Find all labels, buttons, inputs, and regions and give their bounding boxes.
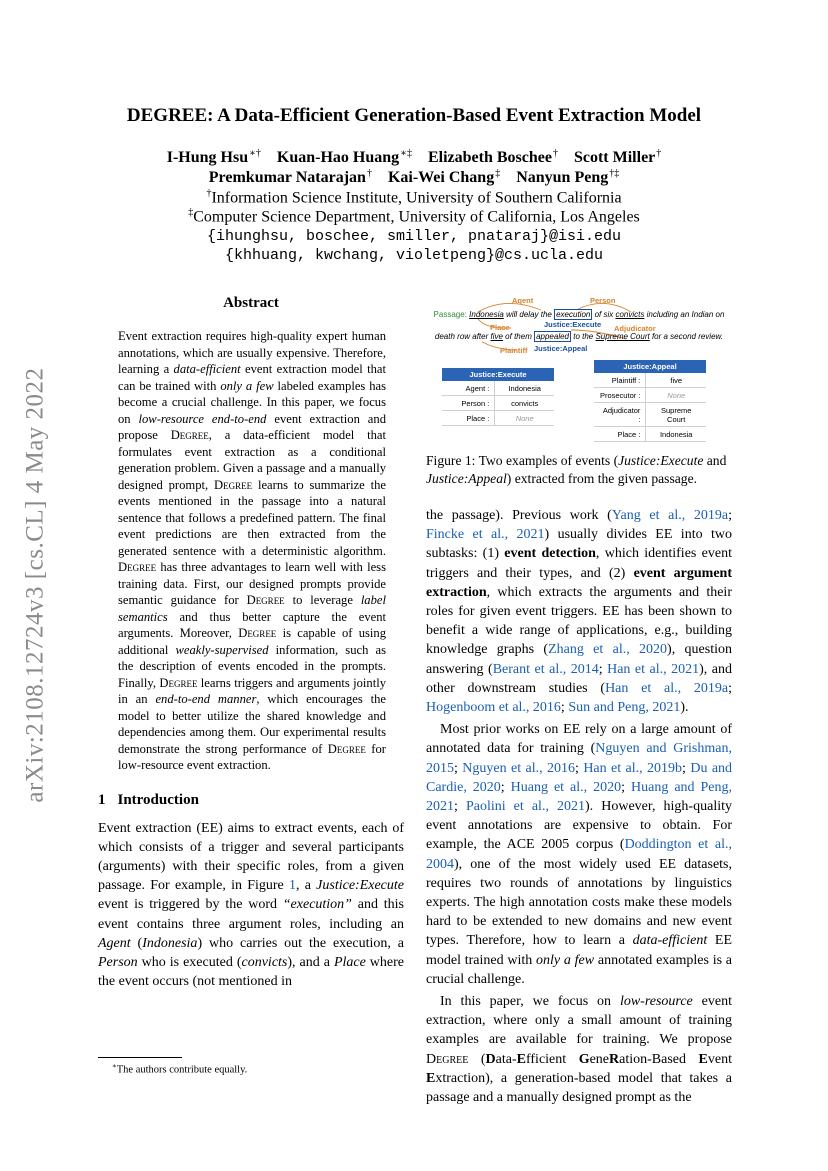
affiliation-ucla: ‡Computer Science Department, University of California, Los Angeles xyxy=(188,207,640,226)
abstract-body: Event extraction requires high-quality expert human annotations, which are usually expensive. Therefore, learning a data-efficient event extraction model that can be trained with only a few labeled examples has become a crucial challenge. In this paper, we focus on low-resource end-to-end event extraction and propose Degree, a data-efficient model that formulates event extraction as a conditional generation problem. Given a passage and a manually designed prompt, Degree learns to summarize the events mentioned in the passage into a natural sentence that follows a predefined pattern. The final event predictions are then extracted from the generated sentence with a deterministic algorithm. Degree has three advantages to learn well with less training data. First, our designed prompts provide semantic guidance for Degree to leverage label semantics and thus better capture the event arguments. Moreover, Degree is capable of using additional weakly-supervised information, such as the description of events encoded in the prompts. Finally, Degree learns triggers and arguments jointly in an end-to-end manner, which encourages the model to better utilize the shared knowledge and dependencies among them. Our experimental results demonstrate the strong performance of Degree for low-resource event extraction. xyxy=(118,329,387,772)
arxiv-identifier-stamp xyxy=(8,300,64,870)
citation-link[interactable]: Han et al., 2019a xyxy=(605,680,729,696)
citation-link[interactable]: Du and Cardie, 2020 xyxy=(426,760,733,795)
citation-link[interactable]: Fincke et al., 2021 xyxy=(426,527,545,543)
citation-link[interactable]: Zhang et al., 2020 xyxy=(548,642,668,658)
table-justice-execute: Justice:Execute Agent : Indonesia Person : convicts Place : None xyxy=(442,368,554,426)
table-justice-appeal: Justice:Appeal Plaintiff : five Prosecutor : None Adjudicator : Supreme Court Place : Indonesia xyxy=(594,360,706,442)
intro-paragraph: Event extraction (EE) aims to extract events, each of which consists of a trigger and several participants (arguments) with their specific roles, from a given passage. For example, in Figure 1, a Justice:Execute event is triggered by the word “execution” and this event contains three argument roles, including an Agent (Indonesia) who carries out the execution, a Person who is executed (convicts), and a Place where the event occurs (not mentioned in xyxy=(98,820,405,990)
author-line-1 xyxy=(0,148,828,167)
citation-link[interactable]: Nguyen et al., 2016 xyxy=(462,760,576,776)
abstract-heading: Abstract xyxy=(223,295,279,311)
label-person: Person xyxy=(590,296,616,305)
citation-link[interactable]: Huang et al., 2020 xyxy=(510,779,622,795)
left-column xyxy=(98,295,404,991)
citation-link[interactable]: Yang et al., 2019a xyxy=(611,508,729,523)
author: Nanyun Peng†‡ xyxy=(516,168,620,187)
author: Elizabeth Boschee† xyxy=(427,148,558,167)
label-agent: Agent xyxy=(512,296,534,305)
right-column xyxy=(426,292,732,1107)
arxiv-id-text: arXiv:2108.12724v3 [cs.CL] 4 May 2022 xyxy=(22,367,49,803)
right-paragraph-2: Most prior works on EE rely on a large amount of annotated data for training (Nguyen and Grishman, 2015; Nguyen et al., 2016; Han et al., 2019b; Du and Cardie, 2020; Huang et al., 2020; Huang and Peng, 2021; Paolini et al., 2021). However, high-quality event annotations are expensive to obtain. For example, the ACE 2005 corpus (Doddington et al., 2004), one of the most widely used EE datasets, requires two rounds of annotations by linguistics experts. The high annotation costs make these models hard to be extended to new domains and new event types. Therefore, how to learn a data-efficient EE model trained with only a few annotated examples is a crucial challenge. xyxy=(426,722,733,987)
author: Kai-Wei Chang‡ xyxy=(387,168,501,187)
section-heading-introduction: 1 Introduction xyxy=(98,791,199,808)
figure-1 xyxy=(426,292,732,448)
citation-link[interactable]: Sun and Peng, 2021 xyxy=(568,700,681,716)
paper-title: DEGREE: A Data-Efficient Generation-Based Event Extraction Model xyxy=(126,105,702,126)
label-adjudicator: Adjudicator xyxy=(614,324,656,333)
citation-link[interactable]: Han et al., 2019b xyxy=(583,760,683,776)
citation-link[interactable]: Doddington et al., 2004 xyxy=(426,837,732,872)
passage-line-1: Passage: Indonesia will delay the execution of six convicts including an Indian on xyxy=(433,310,725,319)
footnote: ∗The authors contribute equally. xyxy=(112,1062,248,1076)
author: Kuan-Hao Huang∗‡ xyxy=(276,148,412,167)
citation-link[interactable]: Huang and Peng, 2021 xyxy=(426,779,733,815)
figure-caption: Figure 1: Two examples of events (Justice:Execute and Justice:Appeal) extracted from the given passage. xyxy=(426,453,727,486)
email-ucla: {khhuang, kwchang, violetpeng}@cs.ucla.edu xyxy=(224,247,604,264)
figure-reference-link[interactable]: 1 xyxy=(289,878,296,894)
affiliation-usc: †Information Science Institute, University of Southern California xyxy=(206,188,622,207)
author-line-2 xyxy=(0,168,828,187)
passage-line-2: death row after five of them appealed to the Supreme Court for a second review. xyxy=(434,332,724,341)
citation-link[interactable]: Paolini et al., 2021 xyxy=(465,799,586,815)
author: I-Hung Hsu∗† xyxy=(166,148,261,167)
email-isi: {ihunghsu, boschee, smiller, pnataraj}@isi.edu xyxy=(206,228,622,245)
citation-link[interactable]: Hogenboom et al., 2016 xyxy=(426,700,561,716)
label-place: Place xyxy=(490,323,510,332)
right-paragraph-3: In this paper, we focus on low-resource event extraction, where only a small amount of training examples are available for training. We propose Degree (Data-Efficient GeneRation-Based Event Extraction), a generation-based model that takes a passage and a manually designed prompt as the xyxy=(426,994,732,1106)
right-paragraph-1: the passage). Previous work (Yang et al., 2019a; Fincke et al., 2021) usually divides EE into two subtasks: (1) event detection, which identifies event triggers and their types, and (2) event argument extraction, which extracts the arguments and their roles for given event triggers. EE has been shown to benefit a wide range of applications, e.g., building knowledge graphs (Zhang et al., 2020), question answering (Berant et al., 2014; Han et al., 2021), and other downstream studies (Han et al., 2019a; Hogenboom et al., 2016; Sun and Peng, 2021). xyxy=(426,508,733,716)
citation-link[interactable]: Nguyen and Grishman, 2015 xyxy=(426,741,732,776)
label-justice-execute: Justice:Execute xyxy=(544,320,602,329)
label-justice-appeal: Justice:Appeal xyxy=(534,344,588,353)
label-plaintiff: Plaintiff xyxy=(500,346,528,355)
author: Premkumar Natarajan† xyxy=(208,168,372,187)
citation-link[interactable]: Han et al., 2021 xyxy=(607,661,700,677)
author: Scott Miller† xyxy=(573,148,662,167)
citation-link[interactable]: Berant et al., 2014 xyxy=(492,661,599,677)
footnote-divider xyxy=(98,1057,182,1058)
